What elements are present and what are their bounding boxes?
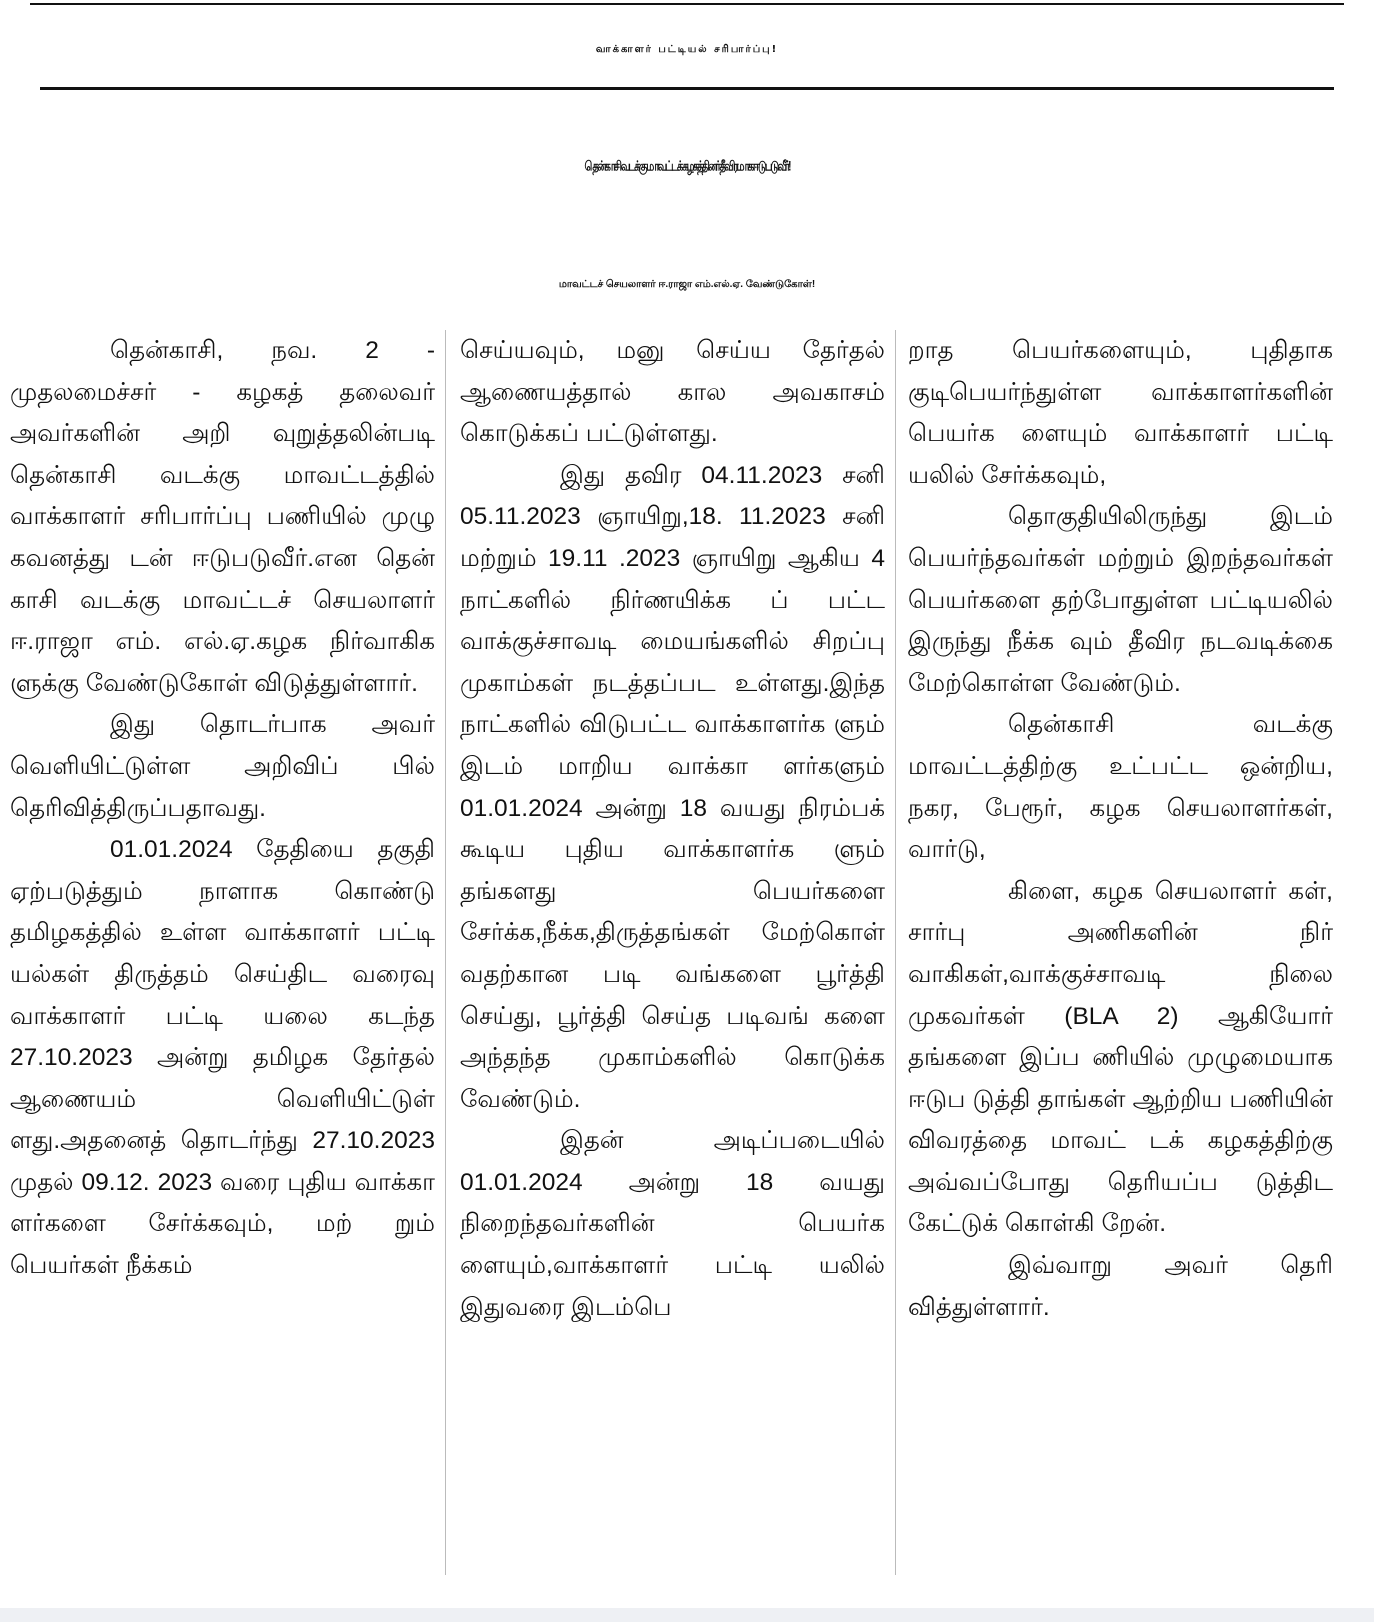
bottom-edge (0, 1608, 1374, 1622)
headline: வாக்காளர் பட்டியல் சரிபார்ப்பு! (40, 12, 1334, 90)
article-paragraph: 01.01.2024 தேதியை தகுதி ஏற்படுத்தும் நாளாக கொண்டு தமிழகத்தில் உள்ள வாக்காளர் பட்டி யல்கள் திருத்தம் செய்திட வரைவு வாக்காளர் பட்டி யலை கடந்த 27.10.2023 அன்று தமிழக தேர்தல் ஆணையம் வெளியிட்டுள் ளது.அதனைத் தொடர்ந்து 27.10.2023 முதல் 09.12. 2023 வரை புதிய வாக்கா ளர்களை சேர்க்கவும், மற் றும் பெயர்கள் நீக்கம் (10, 836, 435, 1280)
article-paragraph: இதன் அடிப்படையில் 01.01.2024 அன்று 18 வயது நிறைந்தவர்களின் பெயர்க ளையும்,வாக்காளர் பட்டி யலில் இதுவரை இடம்பெ (460, 1127, 885, 1321)
article-column-2 (460, 330, 885, 1580)
article-column-3 (908, 330, 1333, 1580)
column-divider (895, 330, 896, 1575)
article-paragraph: இவ்வாறு அவர் தெரி வித்துள்ளார். (908, 1252, 1333, 1321)
column-divider (445, 330, 446, 1575)
article-paragraph: தென்காசி வடக்கு மாவட்டத்திற்கு உட்பட்ட ஒன்றிய, நகர, பேரூர், கழக செயலாளர்கள், வார்டு, (908, 711, 1333, 864)
top-rule (30, 3, 1344, 5)
subheadline: மாவட்டச் செயலாளர் ஈ.ராஜா எம்.எல்.ஏ. வேண்டுகோள்! (558, 279, 816, 290)
article-column-1 (10, 330, 435, 1580)
main-headline: தென்காசி வடக்கு மாவட்டக் கழகத்தினர் தீவிரமாக ஈடுபடுவீர்! (584, 159, 790, 175)
article-paragraph: இது தவிர 04.11.2023 சனி 05.11.2023 ஞாயிறு,18. 11.2023 சனி மற்றும் 19.11 .2023 ஞாயிறு ஆகிய 4 நாட்களில் நிர்ணயிக்க ப் பட்ட வாக்குச்சாவடி மையங்களில் சிறப்பு முகாம்கள் நடத்தப்பட உள்ளது.இந்த நாட்களில் விடுபட்ட வாக்காளர்க ளும் இடம் மாறிய வாக்கா ளர்களும் 01.01.2024 அன்று 18 வயது நிரம்பக் கூடிய புதிய வாக்காளர்க ளும் தங்களது பெயர்களை சேர்க்க,நீக்க,திருத்தங்கள் மேற்கொள் வதற்கான படி வங்களை பூர்த்தி செய்து, பூர்த்தி செய்த படிவங் களை அந்தந்த முகாம்களில் கொடுக்க வேண்டும். (460, 461, 885, 1113)
article-paragraph: றாத பெயர்களையும், புதிதாக குடிபெயர்ந்துள்ள வாக்காளர்களின் பெயர்க ளையும் வாக்காளர் பட்டி யலில் சேர்க்கவும், (908, 337, 1333, 489)
article-paragraph: தென்காசி, நவ. 2 - முதலமைச்சர் - கழகத் தலைவர் அவர்களின் அறி வுறுத்தலின்படி தென்காசி வடக்கு மாவட்டத்தில் வாக்காளர் சரிபார்ப்பு பணியில் முழு கவனத்து டன் ஈடுபடுவீர்.என தென் காசி வடக்கு மாவட்டச் செயலாளர் ஈ.ராஜா எம். எல்.ஏ.கழக நிர்வாகிக ளுக்கு வேண்டுகோள் விடுத்துள்ளார். (10, 337, 435, 697)
article-paragraph: கிளை, கழக செயலாளர் கள், சார்பு அணிகளின் நிர் வாகிகள்,வாக்குச்சாவடி நிலை முகவர்கள் (BLA 2) ஆகியோர் தங்களை இப்ப ணியில் முழுமையாக ஈடுப டுத்தி தாங்கள் ஆற்றிய பணியின் விவரத்தை மாவட் டக் கழகத்திற்கு அவ்வப்போது தெரியப்ப டுத்திட கேட்டுக் கொள்கி றேன். (908, 877, 1333, 1238)
article-paragraph: செய்யவும், மனு செய்ய தேர்தல் ஆணையத்தால் கால அவகாசம் கொடுக்கப் பட்டுள்ளது. (460, 337, 885, 448)
article-paragraph: இது தொடர்பாக அவர் வெளியிட்டுள்ள அறிவிப் பில் தெரிவித்திருப்பதாவது. (10, 711, 435, 822)
article-paragraph: தொகுதியிலிருந்து இடம் பெயர்ந்தவர்கள் மற்றும் இறந்தவர்கள் பெயர்களை தற்போதுள்ள பட்டியலில் இருந்து நீக்க வும் தீவிர நடவடிக்கை மேற்கொள்ள வேண்டும். (908, 503, 1333, 697)
